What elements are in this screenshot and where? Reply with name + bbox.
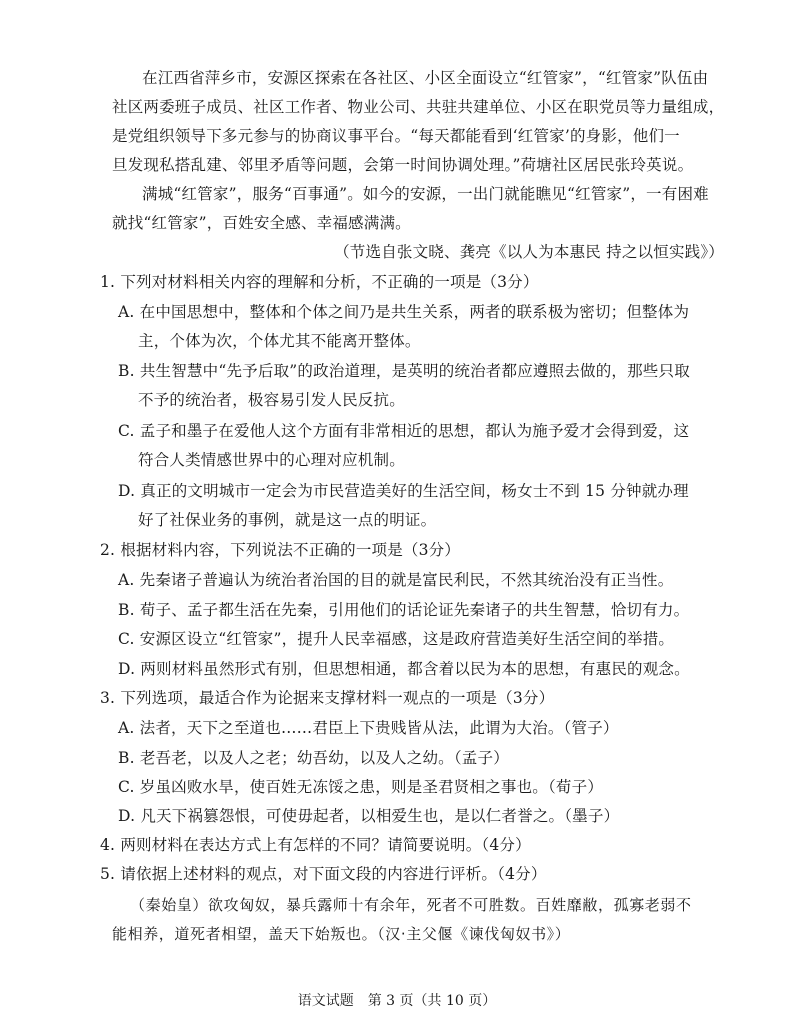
option-c-cont: 符合人类情感世界中的心理对应机制。	[138, 451, 405, 469]
option-b: B. 共生智慧中“先予后取”的政治道理，是英明的统治者都应遵照去做的，那些只取	[118, 362, 690, 380]
text-line: 满城“红管家”，服务“百事通”。如今的安源，一出门就能瞧见“红管家”，一有困难	[142, 185, 709, 203]
option-a: A. 在中国思想中，整体和个体之间乃是共生关系，两者的联系极为密切；但整体为	[118, 303, 690, 321]
question-stem: 3. 下列选项，最适合作为论据来支撑材料一观点的一项是（3分）	[100, 689, 555, 707]
option-a: A. 先秦诸子普遍认为统治者治国的目的就是富民利民，不然其统治没有正当性。	[118, 571, 674, 589]
option-c: C. 岁虽凶败水旱，使百姓无冻馁之患，则是圣君贤相之事也。（荀子）	[118, 778, 604, 796]
question-stem: 2. 根据材料内容，下列说法不正确的一项是（3分）	[100, 541, 461, 559]
option-a-cont: 主，个体为次，个体尤其不能离开整体。	[138, 332, 421, 350]
text-line: 旦发现私搭乱建、邻里矛盾等问题，会第一时间协调处理。”荷塘社区居民张玲英说。	[112, 156, 694, 174]
option-b: B. 老吾老，以及人之老；幼吾幼，以及人之幼。（孟子）	[118, 749, 509, 767]
question-4-stem: 4. 两则材料在表达方式上有怎样的不同？请简要说明。（4分）	[100, 836, 531, 854]
option-b: B. 荀子、孟子都生活在先秦，引用他们的话论证先秦诸子的共生智慧，恰切有力。	[118, 601, 690, 619]
text-line: 社区两委班子成员、社区工作者、物业公司、共驻共建单位、小区在职党员等力量组成，	[112, 98, 725, 116]
option-d-cont: 好了社保业务的事例，就是这一点的明证。	[138, 511, 437, 529]
option-c: C. 孟子和墨子在爱他人这个方面有非常相近的思想，都认为施予爱才会得到爱，这	[118, 422, 690, 440]
quoted-passage-line: （秦始皇）欲攻匈奴，暴兵露师十有余年，死者不可胜数。百姓靡敝，孤寡老弱不	[130, 896, 692, 914]
question-stem: 5. 请依据上述材料的观点，对下面文段的内容进行评析。（4分）	[100, 865, 547, 883]
option-d: D. 真正的文明城市一定会为市民营造美好的生活空间，杨女士不到 15 分钟就办理	[118, 482, 689, 500]
page-footer: 语文试题 第 3 页（共 10 页）	[297, 993, 497, 1009]
quoted-passage-line: 能相养，道死者相望，盖天下始叛也。（汉·主父偃《谏伐匈奴书》）	[112, 925, 571, 943]
text-line: 是党组织领导下多元参与的协商议事平台。“每天都能看到‘红管家’的身影，他们一	[112, 127, 680, 145]
option-c: C. 安源区设立“红管家”，提升人民幸福感，这是政府营造美好生活空间的举措。	[118, 630, 675, 648]
option-d: D. 凡天下祸篡怨恨，可使毋起者，以相爱生也，是以仁者誉之。（墨子）	[118, 807, 620, 825]
question-stem: 1. 下列对材料相关内容的理解和分析，不正确的一项是（3分）	[100, 273, 539, 291]
option-a: A. 法者，天下之至道也……君臣上下贵贱皆从法，此谓为大治。（管子）	[118, 719, 619, 737]
text-line: 就找“红管家”，百姓安全感、幸福感满满。	[112, 214, 411, 232]
option-d: D. 两则材料虽然形式有别，但思想相通，都含着以民为本的思想，有惠民的观念。	[118, 660, 690, 678]
text-line: 在江西省萍乡市，安源区探索在各社区、小区全面设立“红管家”，“红管家”队伍由	[142, 69, 709, 87]
option-b-cont: 不予的统治者，极容易引发人民反抗。	[138, 391, 405, 409]
source-citation: （节选自张文晓、龚亮《以人为本惠民 持之以恒实践》）	[334, 243, 724, 261]
